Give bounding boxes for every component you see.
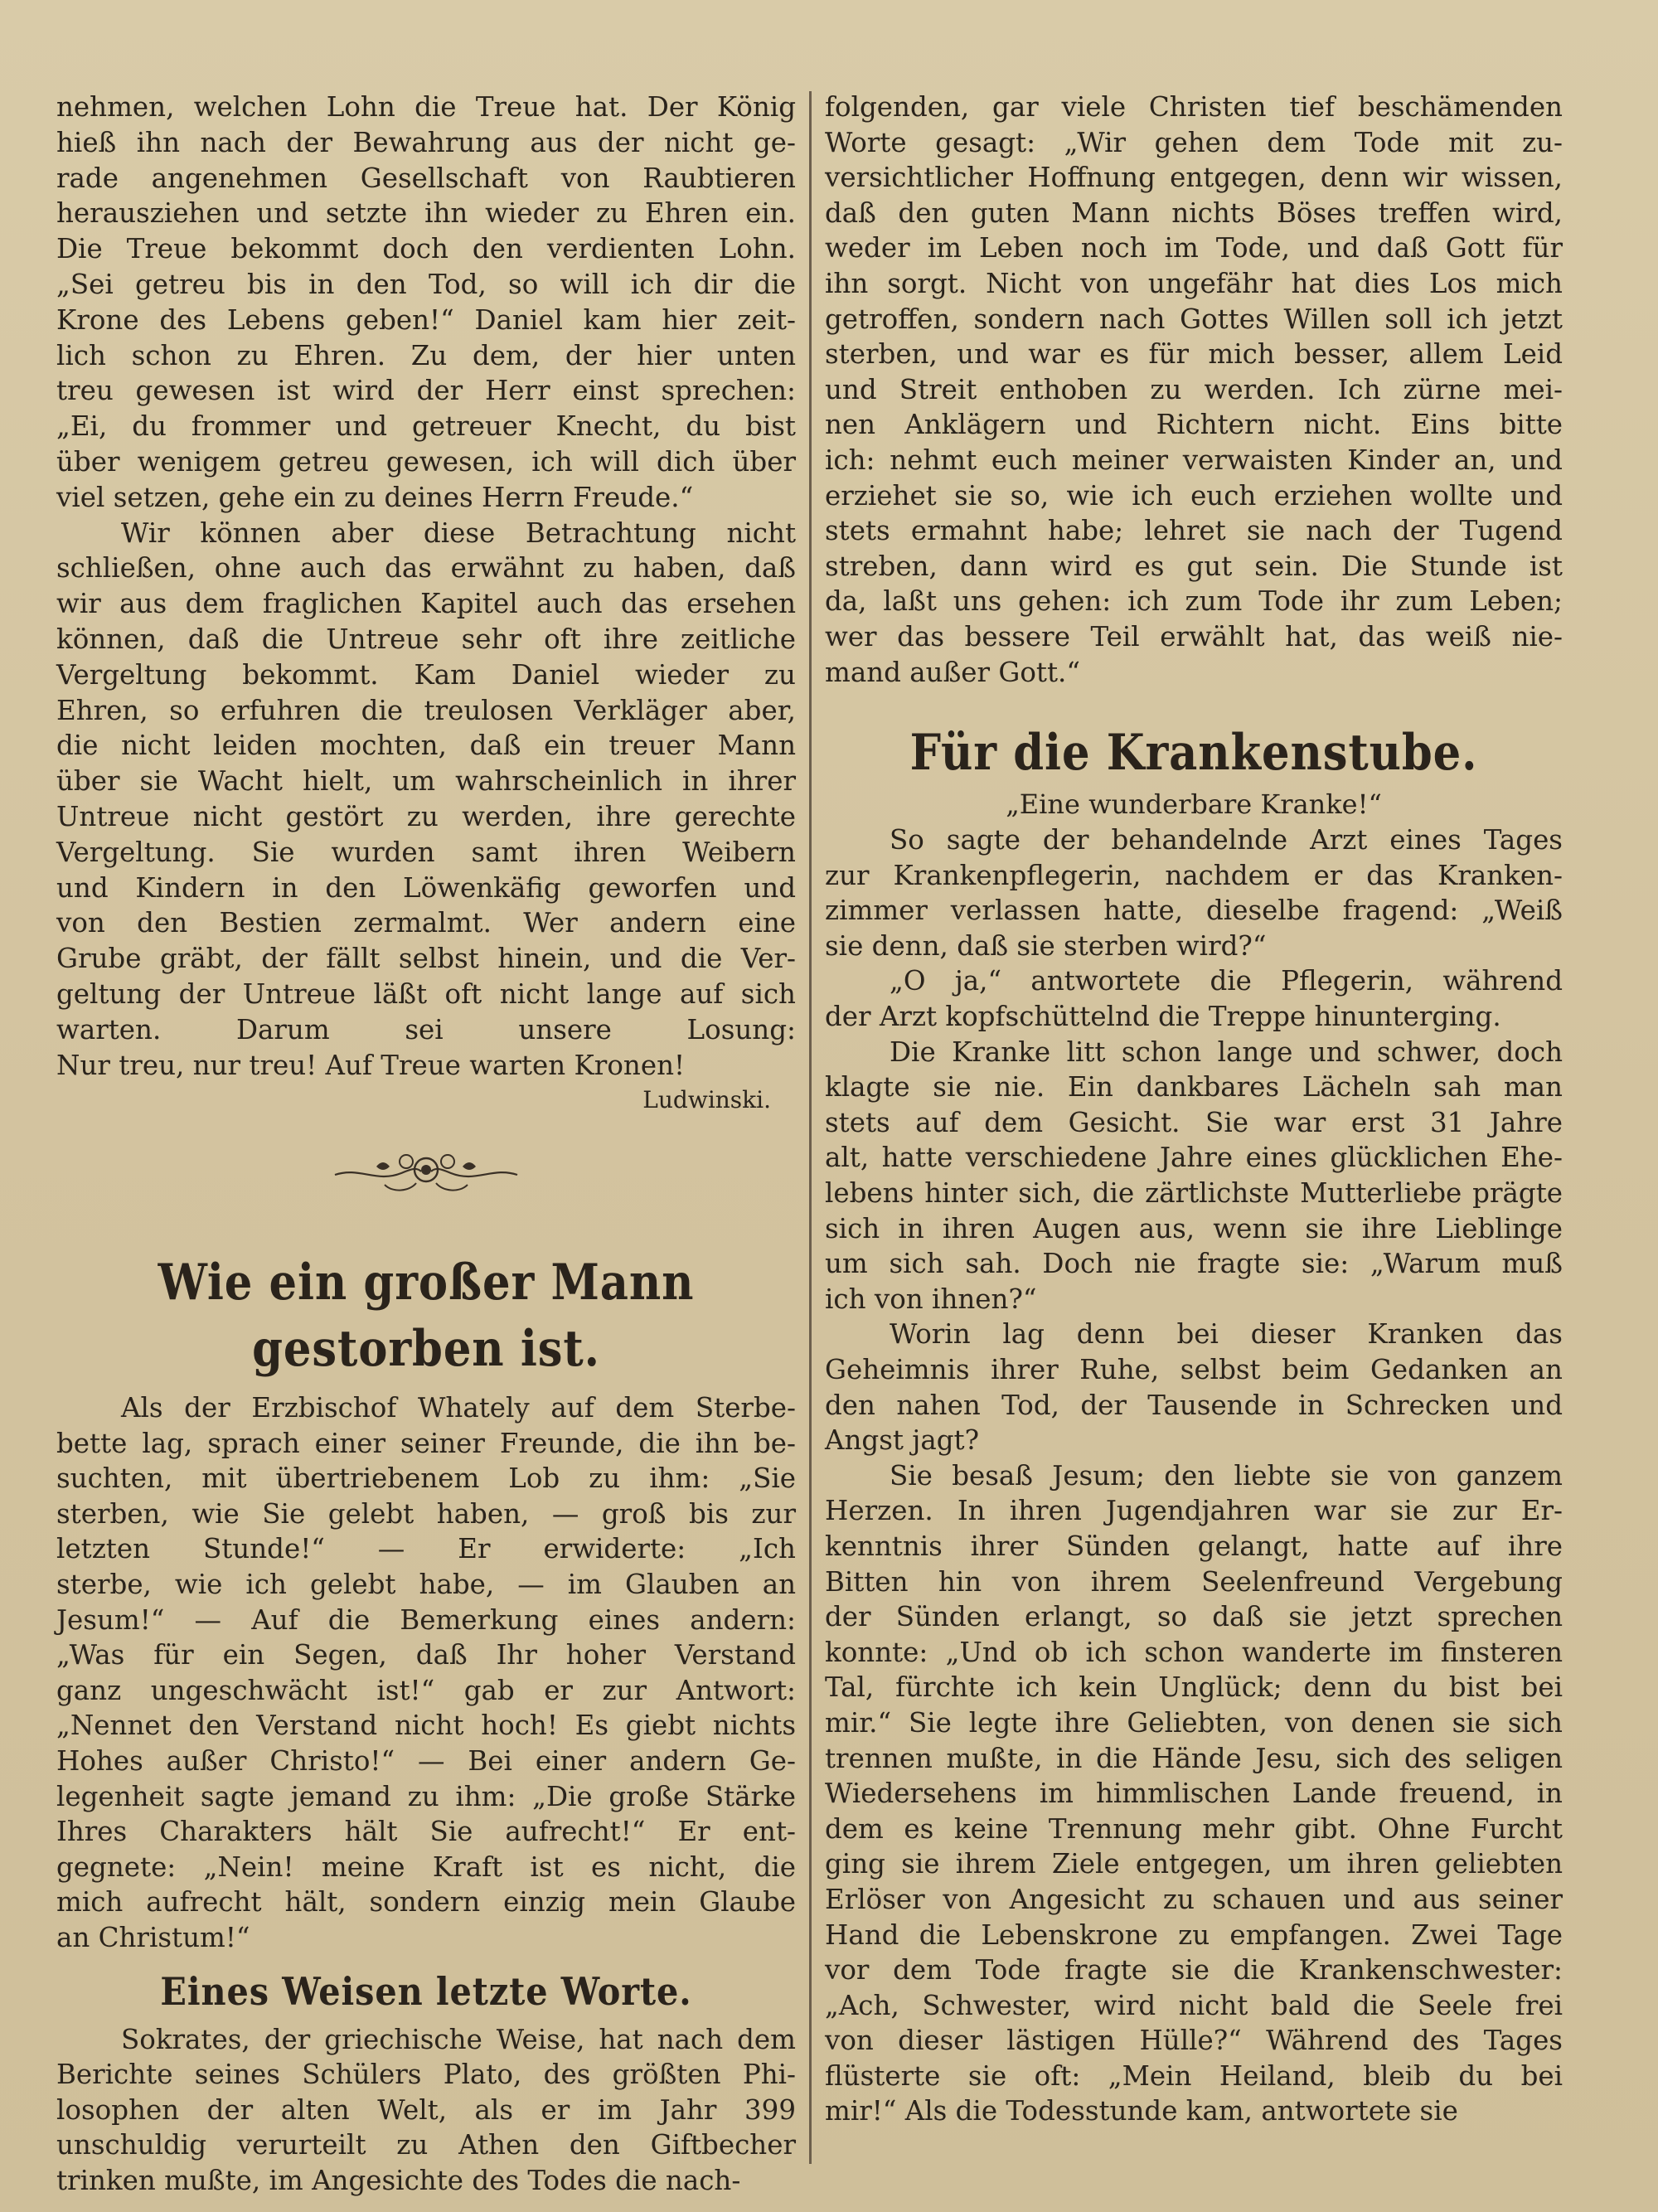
text-line: über wenigem getreu gewesen, ich will dich über (56, 445, 796, 478)
text-line: nen Anklägern und Richtern nicht. Eins bitte (825, 409, 1563, 441)
text-line: sterben, wie Sie gelebt haben, — groß bis zur (56, 1497, 796, 1530)
text-line: von dieser lästigen Hülle?“ Während des Tages (825, 2025, 1563, 2057)
text-line: streben, dann wird es gut sein. Die Stunde ist (825, 550, 1563, 582)
text-line: die nicht leiden mochten, daß ein treuer Mann (56, 730, 796, 762)
text-line: Vergeltung. Sie wurden samt ihren Weibern (56, 836, 796, 868)
text-line: stets auf dem Gesicht. Sie war erst 31 Jahre (825, 1106, 1563, 1138)
paragraph (825, 90, 1563, 690)
paragraph (56, 516, 796, 1084)
text-line: letzten Stunde!“ — Er erwiderte: „Ich (56, 1533, 796, 1565)
text-line: viel setzen, gehe ein zu deines Herrn Freude.“ (56, 481, 694, 513)
paragraph (825, 1035, 1563, 1317)
paragraph (56, 90, 796, 516)
left-column (56, 90, 796, 2199)
text-line: bette lag, sprach einer seiner Freunde, die ihn be- (56, 1427, 796, 1459)
text-line: Worin lag denn bei dieser Kranken das (890, 1318, 1563, 1351)
text-line: geltung der Untreue läßt oft nicht lange auf sich (56, 977, 796, 1010)
text-line: Angst jagt? (825, 1424, 980, 1457)
text-line: mich aufrecht hält, sondern einzig mein Glaube (56, 1886, 796, 1919)
text-line: Vergeltung bekommt. Kam Daniel wieder zu (56, 658, 796, 691)
text-line: ihn sorgt. Nicht von ungefähr hat dies Los mich (825, 267, 1563, 299)
text-line: Berichte seines Schülers Plato, des größten Phi- (56, 2059, 796, 2091)
paragraph (825, 1317, 1563, 1458)
paragraph (825, 822, 1563, 963)
text-line: vor dem Tode fragte sie die Krankenschwester: (825, 1954, 1563, 1986)
text-line: Krone des Lebens geben!“ Daniel kam hier zeit- (56, 303, 796, 336)
text-line: ich von ihnen?“ (825, 1283, 1037, 1315)
text-line: sterben, und war es für mich besser, allem Leid (825, 338, 1563, 371)
text-line: sie denn, daß sie sterben wird?“ (825, 929, 1267, 962)
paragraph (56, 2022, 796, 2199)
text-line: daß den guten Mann nichts Böses treffen wird, (825, 196, 1563, 229)
subtitle: „Eine wunderbare Kranke!“ (1006, 788, 1382, 821)
text-line: versichtlicher Hoffnung entgegen, denn wir wissen, (825, 162, 1563, 194)
headline-weisen-worte: Eines Weisen letzte Worte. (160, 1968, 692, 2014)
text-line: mir.“ Sie legte ihre Geliebten, von denen sie sich (825, 1706, 1563, 1739)
text-line: suchten, mit übertriebenem Lob zu ihm: „Sie (56, 1463, 796, 1495)
text-line: hieß ihn nach der Bewahrung aus der nicht ge- (56, 126, 796, 158)
text-line: Untreue nicht gestört zu werden, ihre gerechte (56, 800, 796, 832)
text-line: So sagte der behandelnde Arzt eines Tages (890, 824, 1563, 856)
text-line: flüsterte sie oft: „Mein Heiland, bleib du bei (825, 2059, 1563, 2092)
text-line: schließen, ohne auch das erwähnt zu haben, daß (56, 552, 796, 585)
text-line: ganz ungeschwächt ist!“ gab er zur Antwort: (56, 1674, 796, 1706)
text-line: losophen der alten Welt, als er im Jahr 399 (56, 2093, 796, 2126)
text-line: trennen mußte, in die Hände Jesu, sich des seligen (825, 1742, 1563, 1774)
flourish-ornament (327, 1142, 526, 1200)
text-line: Wiedersehens im himmlischen Lande freuend, in (825, 1778, 1563, 1810)
text-line: kenntnis ihrer Sünden gelangt, hatte auf ihre (825, 1530, 1563, 1562)
text-line: Erlöser von Angesicht zu schauen und aus seiner (825, 1883, 1563, 1915)
text-line: gegnete: „Nein! meine Kraft ist es nicht, die (56, 1851, 796, 1883)
text-line: herausziehen und setzte ihn wieder zu Ehren ein. (56, 197, 796, 230)
text-line: stets ermahnt habe; lehret sie nach der Tugend (825, 515, 1563, 547)
text-line: sterbe, wie ich gelebt habe, — im Glauben an (56, 1569, 796, 1601)
text-line: nehmen, welchen Lohn die Treue hat. Der König (56, 91, 796, 123)
text-line: an Christum!“ (56, 1922, 250, 1954)
column-divider (809, 91, 812, 2164)
text-line: zimmer verlassen hatte, dieselbe fragend: „Weiß (825, 895, 1563, 927)
text-line: um sich sah. Doch nie fragte sie: „Warum muß (825, 1248, 1563, 1280)
text-line: trinken mußte, im Angesichte des Todes die nach- (56, 2164, 741, 2196)
text-line: rade angenehmen Gesellschaft von Raubtieren (56, 162, 796, 194)
text-line: über sie Wacht hielt, um wahrscheinlich in ihrer (56, 765, 796, 798)
paragraph (825, 963, 1563, 1034)
text-line: „Ach, Schwester, wird nicht bald die Seele frei (825, 1989, 1563, 2021)
text-line: von den Bestien zermalmt. Wer andern eine (56, 907, 796, 939)
text-line: Herzen. In ihren Jugendjahren war sie zur Er- (825, 1495, 1563, 1527)
text-line: Bitten hin von ihrem Seelenfreund Vergebung (825, 1565, 1563, 1598)
article-treue-continued (56, 90, 796, 1118)
text-line: der Sünden erlangt, so daß sie jetzt sprechen (825, 1601, 1563, 1633)
text-line: unschuldig verurteilt zu Athen den Giftbecher (56, 2129, 796, 2161)
text-line: „O ja,“ antwortete die Pflegerin, während (890, 965, 1563, 997)
text-line: klagte sie nie. Ein dankbares Lächeln sah man (825, 1071, 1563, 1104)
text-line: „Ei, du frommer und getreuer Knecht, du bist (56, 410, 796, 443)
text-line: sich in ihren Augen aus, wenn sie ihre Lieblinge (825, 1212, 1563, 1244)
text-line: der Arzt kopfschüttelnd die Treppe hinunterging. (825, 1001, 1501, 1033)
text-line: Worte gesagt: „Wir gehen dem Tode mit zu- (825, 126, 1563, 158)
text-line: folgenden, gar viele Christen tief beschämenden (825, 91, 1563, 123)
text-line: „Was für ein Segen, daß Ihr hoher Verstand (56, 1639, 796, 1671)
text-line: Wir können aber diese Betrachtung nicht (121, 517, 796, 549)
text-line: den nahen Tod, der Tausende in Schrecken und (825, 1389, 1563, 1421)
text-line: da, laßt uns gehen: ich zum Tode ihr zum Leben; (825, 585, 1563, 618)
text-line: Ihres Charakters hält Sie aufrecht!“ Er ent- (56, 1816, 796, 1848)
text-line: weder im Leben noch im Tode, und daß Gott für (825, 232, 1563, 264)
headline-grosser-mann: Wie ein großer Mann gestorben ist. (158, 1254, 695, 1379)
text-line: erziehet sie so, wie ich euch erziehen wollte und (825, 479, 1563, 512)
text-line: zur Krankenpflegerin, nachdem er das Kranken- (825, 859, 1563, 891)
text-line: Die Kranke litt schon lange und schwer, doch (890, 1036, 1563, 1068)
text-line: alt, hatte verschiedene Jahre eines glücklichen Ehe- (825, 1142, 1563, 1174)
text-line: ich: nehmt euch meiner verwaisten Kinder an, und (825, 444, 1563, 476)
text-line: Hohes außer Christo!“ — Bei einer andern Ge- (56, 1745, 796, 1778)
text-line: legenheit sagte jemand zu ihm: „Die große Stärke (56, 1780, 796, 1812)
paragraph (825, 1458, 1563, 2129)
text-line: Die Treue bekommt doch den verdienten Lohn. (56, 233, 796, 265)
text-line: Ehren, so erfuhren die treulosen Verkläger aber, (56, 694, 796, 726)
text-line: konnte: „Und ob ich schon wanderte im finsteren (825, 1636, 1563, 1668)
text-line: wir aus dem fraglichen Kapitel auch das ersehen (56, 588, 796, 620)
text-line: treu gewesen ist wird der Herr einst sprechen: (56, 375, 796, 407)
headline-krankenstube: Für die Krankenstube. (909, 724, 1478, 783)
text-line: Nur treu, nur treu! Auf Treue warten Kronen! (56, 1049, 686, 1081)
text-line: wer das bessere Teil erwählt hat, das weiß nie- (825, 620, 1563, 652)
text-line: Geheimnis ihrer Ruhe, selbst beim Gedanken an (825, 1354, 1563, 1385)
text-line: „Sei getreu bis in den Tod, so will ich dir die (56, 268, 796, 300)
text-line: lebens hinter sich, die zärtlichste Mutterliebe prägte (825, 1177, 1563, 1210)
text-line: getroffen, sondern nach Gottes Willen soll ich jetzt (825, 303, 1563, 335)
text-line: „Nennet den Verstand nicht hoch! Es giebt nichts (56, 1710, 796, 1742)
author-signature: Ludwinski. (642, 1086, 771, 1114)
text-line: Grube gräbt, der fällt selbst hinein, und die Ver- (56, 943, 796, 975)
text-line: Tal, fürchte ich kein Unglück; denn du bist bei (825, 1671, 1563, 1704)
text-line: mir!“ Als die Todesstunde kam, antwortete sie (825, 2095, 1458, 2127)
text-line: und Kindern in den Löwenkäfig geworfen und (56, 871, 796, 904)
text-line: dem es keine Trennung mehr gibt. Ohne Furcht (825, 1812, 1563, 1845)
paragraph (56, 1390, 796, 1956)
text-line: können, daß die Untreue sehr oft ihre zeitliche (56, 623, 796, 655)
text-line: und Streit enthoben zu werden. Ich zürne mei- (825, 373, 1563, 405)
text-line: Sie besaß Jesum; den liebte sie von ganzem (890, 1459, 1563, 1492)
text-line: mand außer Gott.“ (825, 656, 1080, 688)
text-line: Hand die Lebenskrone zu empfangen. Zwei Tage (825, 1919, 1563, 1951)
right-column (825, 90, 1563, 2129)
text-line: ging sie ihrem Ziele entgegen, um ihren geliebten (825, 1848, 1563, 1880)
text-line: Jesum!“ — Auf die Bemerkung eines andern: (56, 1603, 796, 1636)
text-line: warten. Darum sei unsere Losung: (56, 1013, 796, 1045)
text-line: lich schon zu Ehren. Zu dem, der hier unten (56, 339, 796, 371)
text-line: Als der Erzbischof Whately auf dem Sterbe- (121, 1392, 796, 1424)
text-line: Sokrates, der griechische Weise, hat nach dem (121, 2023, 796, 2055)
